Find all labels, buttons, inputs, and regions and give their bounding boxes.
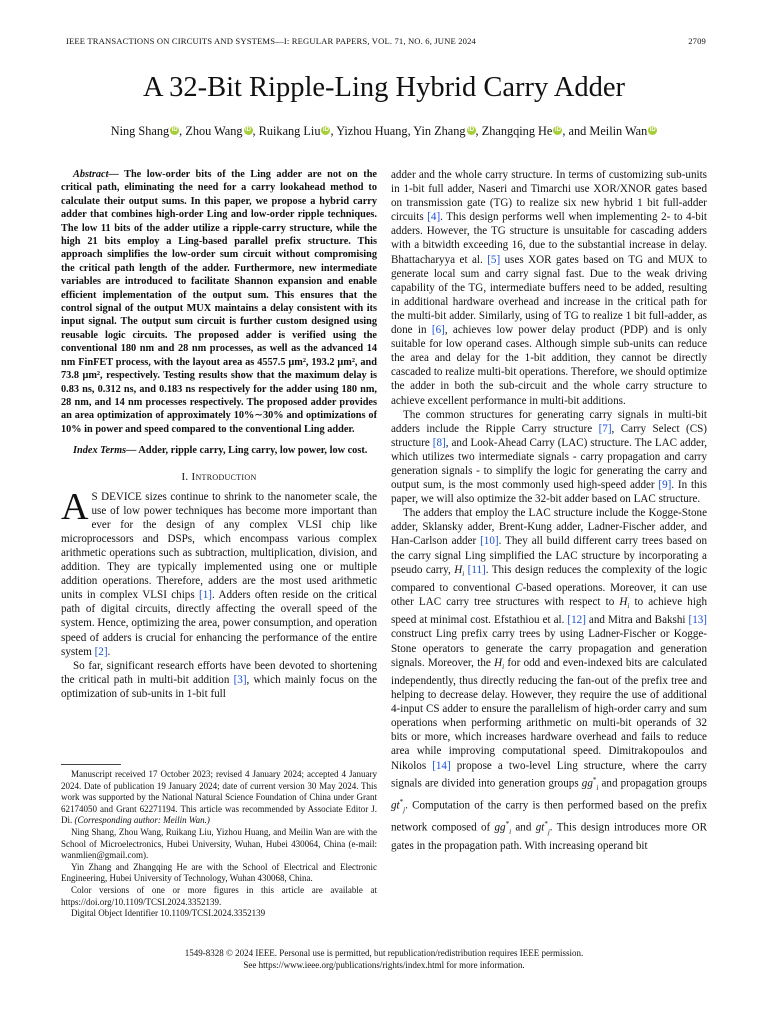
copyright-line-1: 1549-8328 © 2024 IEEE. Personal use is permitted, but republication/redistribution requires IEEE permission. xyxy=(184,948,584,958)
citation-link[interactable]: [12] xyxy=(567,614,586,627)
left-column xyxy=(61,168,377,701)
author-name: Zhou Wang xyxy=(185,124,243,138)
drop-cap: A xyxy=(61,485,89,528)
citation-link[interactable]: [9] xyxy=(658,479,672,492)
citation-link[interactable]: [14] xyxy=(432,759,451,772)
orcid-icon[interactable]: iD xyxy=(171,127,178,133)
copyright-notice xyxy=(0,948,768,971)
paper-title: A 32-Bit Ripple-Ling Hybrid Carry Adder xyxy=(142,72,626,103)
footnote-rule xyxy=(61,764,121,765)
citation-link[interactable]: [3] xyxy=(233,673,247,686)
footnote-affiliation-1: Ning Shang, Zhou Wang, Ruikang Liu, Yizhou Huang, and Meilin Wan are with the School of Microelectronics, Hubei University, Wuhan, Hubei 430064, China (e-mail: wanmlien@gmail.com). xyxy=(61,826,377,861)
author-name: Zhangqing He xyxy=(481,124,553,138)
section-heading: I. Introduction xyxy=(181,470,257,483)
author-name: Yizhou Huang xyxy=(336,124,408,138)
citation-link[interactable]: [2] xyxy=(94,645,108,658)
orcid-icon[interactable]: iD xyxy=(554,127,561,133)
intro-paragraph-2: So far, significant research efforts have been devoted to shortening the critical path in multi-bit addition [3], which mainly focus on the optimization of sub-units in 1-bit full xyxy=(61,659,378,700)
citation-link[interactable]: [5] xyxy=(487,253,501,266)
citation-link[interactable]: [7] xyxy=(598,422,612,435)
author-name: Ning Shang xyxy=(110,124,170,138)
author-name: Ruikang Liu xyxy=(258,124,321,138)
journal-name: IEEE TRANSACTIONS ON CIRCUITS AND SYSTEMS—I: REGULAR PAPERS, VOL. 71, NO. 6, JUNE 2024 xyxy=(66,36,476,46)
orcid-icon[interactable]: iD xyxy=(649,127,656,133)
copyright-line-2: See https://www.ieee.org/publications/rights/index.html for more information. xyxy=(243,959,525,970)
index-terms-label: Index Terms— xyxy=(73,445,137,457)
body-paragraph-1: adder and the whole carry structure. In terms of customizing sub-units in 1-bit full adder, Naseri and Timarchi use XOR/XNOR gates based on transmission gate (TG) to realize six new hybrid 1 bit full-adder circuits [4]. This design performs well when implementing 2- to 4-bit adders. However, the TG structure is unsuitable for cascading adders with a bitwidth exceeding 16, due to the substantial increase in delay. Bhattacharyya et al. [5] uses XOR gates based on TG and MUX to generate local sum and carry signal fast. Due to the weak driving capability of the TG, intermediate buffers need to be added, resulting in additional hardware overhead and increase in the critical path for the multi-bit adder. Similarly, using of TG to realize 1 bit full-adder, as done in [6], achieves low power delay product (PDP) and is only suitable for low operand cases. Although simple sub-units can reduce the area and delay for the 1-bit addition, they cannot be directly cascaded to realize multi-bit operations. Therefore, we should optimize the adder in both the sub-circuit and the whole carry structure to achieve excellent performance in multi-bit additions. xyxy=(391,169,708,407)
citation-link[interactable]: [13] xyxy=(688,614,707,627)
abstract-label: Abstract— xyxy=(73,169,119,180)
citation-link[interactable]: [1] xyxy=(199,589,212,602)
index-terms-text: Adder, ripple carry, Ling carry, low power, low cost. xyxy=(136,445,368,457)
orcid-icon[interactable]: iD xyxy=(245,127,251,133)
author-list: Ning Shang iD , Zhou Wang iD , Ruikang Liu iD , Yizhou Huang, Yin Zhang iD , Zhangqing He iD , and Meilin Wan iD xyxy=(110,124,656,138)
citation-link[interactable]: [4] xyxy=(427,211,441,224)
footnote-color-versions: Color versions of one or more figures in this article are available at https://doi.org/10.1109/TCSI.2024.3352139. xyxy=(61,884,377,907)
page-number: 2709 xyxy=(688,36,706,46)
orcid-icon[interactable]: iD xyxy=(322,127,329,133)
abstract xyxy=(61,168,377,436)
citation-link[interactable]: [11] xyxy=(467,563,486,576)
author-name: Yin Zhang xyxy=(413,124,466,138)
footnote-doi: Digital Object Identifier 10.1109/TCSI.2024.3352139 xyxy=(71,908,266,919)
citation-link[interactable]: [6] xyxy=(431,324,445,337)
right-column xyxy=(391,168,707,853)
citation-link[interactable]: [10] xyxy=(480,535,499,548)
index-terms xyxy=(61,444,377,457)
body-paragraph-2: The common structures for generating carry signals in multi-bit adders include the Ripple Carry structure [7], Carry Select (CS) structure [8], and Look-Ahead Carry (LAC) structure. The LAC adder, which utilizes two intermediate signals - carry propagation and carry generation signals - to simplify the logic for generating the carry and output sum, is the most commonly used high-speed adder [9]. In this paper, we will also optimize the 32-bit adder based on LAC structure. xyxy=(391,408,707,506)
orcid-icon[interactable]: iD xyxy=(468,127,475,133)
footnotes xyxy=(61,769,377,920)
abstract-text: The low-order bits of the Ling adder are not on the critical path, eliminating the need for a carry lookahead method to calculate their output sums. In this paper, we propose a hybrid carry adder that combines high-order Ling and low-order ripple techniques. The low 11 bits of the adder utilize a ripple-carry structure, while the high 21 bits employ a Ling-based parallel prefix structure. This approach simplifies the low-order sum circuit without compromising the critical path length of the adder. Furthermore, new intermediate variables are introduced to facilitate Shannon expansion and enable efficient implementation of the output sum. This ensures that the control signal of the output MUX maintains a delay consistent with its input signal. The output sum circuit is further custom designed using reusable logic circuits. The proposed adder is verified using the conventional 180 nm and 28 nm processes, as well as the advanced 14 nm FinFET process, with the layout area as 4557.5 μm², 193.2 μm², and 73.8 μm², respectively. Testing results show that the maximum delay is 0.83 ns, 0.312 ns, and 0.183 ns respectively for the adder using 180 nm, 28 nm, and 14 nm processes respectively. The proposed adder provides an area optimization of approximately 10%∼30% and optimizations of 10% in power and speed compared to the conventional Ling adder. xyxy=(61,169,377,435)
citation-link[interactable]: [8] xyxy=(432,436,446,449)
footnote-manuscript: Manuscript received 17 October 2023; revised 4 January 2024; accepted 4 January 2024. Date of publication 19 January 2024; date of current version 30 May 2024. This work was supported by the National Natural Science Foundation of China under Grant 62174050 and Grant 62271194. This article was recommended by Associate Editor J. Di. (Corresponding author: Meilin Wan.) xyxy=(61,769,377,826)
author-name: Meilin Wan xyxy=(589,124,648,138)
body-paragraph-3: The adders that employ the LAC structure include the Kogge-Stone adder, Sklansky adder, Brent-Kung adder, Ladner-Fischer adder, and Han-Carlson adder [10]. They all build different carry trees based on the carry signal Ling simplified the LAC structure by incorporating a pseudo carry, $H_i$ [11]. This design reduces the complexity of the logic compared to conventional C-based operations. Moreover, it can use other LAC carry tree structures with respect to $H_i$ to achieve high speed at minimal cost. Efstathiou et al. [12] and Mitra and Bakshi [13] construct Ling prefix carry trees by using Ladner-Fischer or Kogge-Stone operators to generate the carry propagation and generation signals. Moreover, the $H_i$ for odd and even-indexed bits are calculated independently, thus directly reducing the fan-out of the prefix tree and helping to decrease delay. However, they require the use of additional 4-input CS adder to ensure the parallelism of high-order carry and sum operations when performing arithmetic on multi-bit operands of 32 bits or more, which increases hardware overhead and fails to reduce area while improving computational speed. Dimitrakopoulos and Nikolos [14] propose a two-level Ling structure, where the carry signals are divided into generation groups $gg^*_i$ and propagation groups $gt^*_j$. Computation of the carry is then performed based on the prefix network composed of $gg^*_i$ and $gt^*_j$. This design introduces more OR gates in the propagation path. With increasing operand bit xyxy=(391,507,708,852)
intro-paragraph-1: A S DEVICE sizes continue to shrink to the nanometer scale, the use of low power techniques has become more important than ever for the design of any complex VLSI chip like microprocessors and DSPs, which encompass various complex arithmetic operations such as subtraction, multiplication, division, and addition. They are typically implemented using one or multiple addition operations. Therefore, adders are the most used arithmetic units in complex VLSI chips [1]. Adders often reside on the critical path of digital circuits, directly affecting the overall speed of the system. Hence, optimizing the area, power consumption, and operation speed of adders is crucial for enhancing the performance of the entire system [2]. xyxy=(61,485,377,658)
running-header xyxy=(66,36,706,46)
footnote-affiliation-2: Yin Zhang and Zhangqing He are with the School of Electrical and Electronic Engineering, Hubei University of Technology, Wuhan 430068, China. xyxy=(61,861,377,884)
